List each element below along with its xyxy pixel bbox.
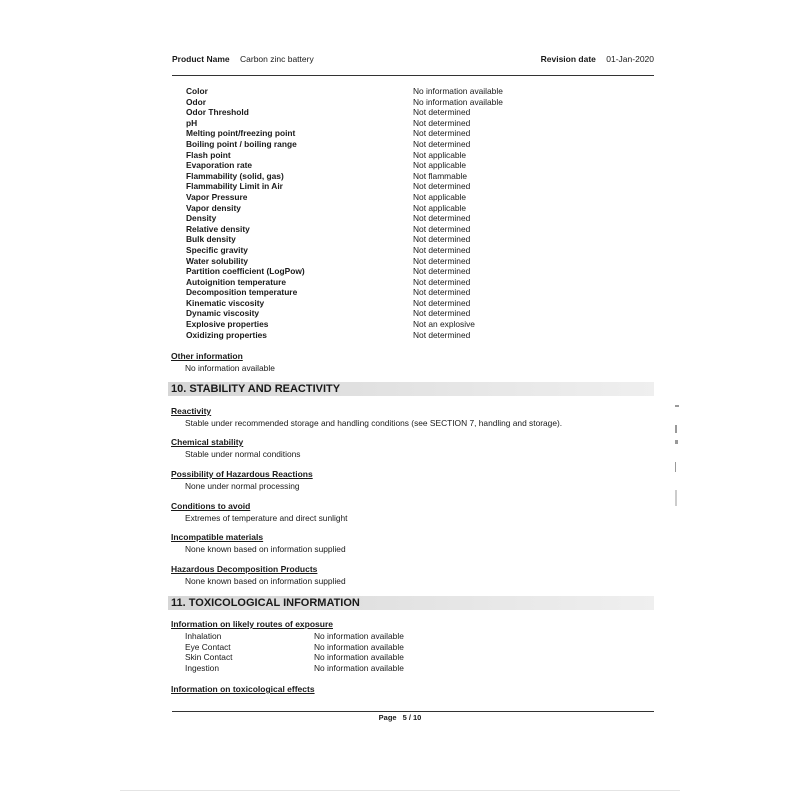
route-value: No information available <box>314 631 404 641</box>
property-row <box>186 234 566 245</box>
property-value: Not applicable <box>413 202 467 213</box>
chemical-stability-heading: Chemical stability <box>171 437 244 447</box>
revision-date <box>541 54 654 64</box>
property-name: Odor <box>186 96 207 107</box>
page-number: 5 / 10 <box>402 713 422 722</box>
decomposition-products-text: None known based on information supplied <box>185 576 346 586</box>
property-name: Specific gravity <box>186 244 248 255</box>
routes-of-exposure-heading: Information on likely routes of exposure <box>171 619 333 629</box>
route-value: No information available <box>314 652 404 663</box>
property-value: Not determined <box>413 276 471 287</box>
property-row <box>186 213 566 224</box>
property-name: Bulk density <box>186 234 236 245</box>
property-name: Boiling point / boiling range <box>186 138 297 149</box>
property-row <box>186 330 566 341</box>
property-name: Flash point <box>186 149 231 160</box>
property-value: Not determined <box>413 213 471 224</box>
property-name: Flammability Limit in Air <box>186 181 283 192</box>
route-row <box>185 631 485 642</box>
property-value: Not determined <box>413 234 471 245</box>
route-value: No information available <box>314 662 404 673</box>
property-row <box>186 245 566 256</box>
property-row <box>186 118 566 129</box>
incompatible-materials-heading: Incompatible materials <box>171 532 264 542</box>
page-footer <box>0 713 800 722</box>
incompatible-materials-text: None known based on information supplied <box>185 544 346 554</box>
property-row <box>186 266 566 277</box>
property-value: Not determined <box>413 329 471 340</box>
hazardous-reactions-text: None under normal processing <box>185 481 300 491</box>
property-name: Dynamic viscosity <box>186 308 260 319</box>
property-name: Partition coefficient (LogPow) <box>186 266 305 277</box>
property-value: Not determined <box>413 255 471 266</box>
property-name: Density <box>186 213 217 224</box>
product-name-label: Product Name <box>172 54 230 64</box>
toxicological-effects-heading: Information on toxicological effects <box>171 684 315 694</box>
property-name: Odor Threshold <box>186 107 249 118</box>
property-value: Not flammable <box>413 170 467 181</box>
property-row <box>186 171 566 182</box>
property-name: Autoignition temperature <box>186 276 287 287</box>
physical-properties-list <box>186 86 566 340</box>
route-name: Ingestion <box>185 662 219 673</box>
chemical-stability-text: Stable under normal conditions <box>185 449 301 459</box>
route-name: Eye Contact <box>185 641 231 652</box>
scan-edge-line <box>120 790 680 791</box>
property-name: Flammability (solid, gas) <box>186 170 284 181</box>
scan-artifact <box>675 405 679 407</box>
property-row <box>186 128 566 139</box>
property-name: Explosive properties <box>186 319 269 330</box>
reactivity-heading: Reactivity <box>171 406 212 416</box>
property-value: Not determined <box>413 181 471 192</box>
property-value: Not determined <box>413 266 471 277</box>
routes-of-exposure-list <box>185 631 485 673</box>
property-row <box>186 256 566 267</box>
property-row <box>186 319 566 330</box>
header-divider <box>172 75 654 76</box>
scan-artifact <box>675 425 677 433</box>
conditions-to-avoid-heading: Conditions to avoid <box>171 501 251 511</box>
property-row <box>186 150 566 161</box>
property-row <box>186 139 566 150</box>
page-label: Page <box>378 713 397 722</box>
property-name: Decomposition temperature <box>186 287 298 298</box>
property-name: Evaporation rate <box>186 160 253 171</box>
property-row <box>186 192 566 203</box>
route-name: Inhalation <box>185 631 222 641</box>
route-name: Skin Contact <box>185 652 233 663</box>
section-10-title: 10. STABILITY AND REACTIVITY <box>168 382 654 396</box>
revision-date-value: 01-Jan-2020 <box>606 54 654 64</box>
reactivity-text: Stable under recommended storage and handling conditions (see SECTION 7, handling and storage). <box>185 418 563 428</box>
product-name-value: Carbon zinc battery <box>240 54 314 64</box>
revision-date-label: Revision date <box>540 54 596 64</box>
property-row <box>186 107 566 118</box>
property-value: Not determined <box>413 244 471 255</box>
scan-artifact <box>675 462 676 472</box>
property-row <box>186 86 566 97</box>
property-name: Melting point/freezing point <box>186 128 296 139</box>
property-value: Not applicable <box>413 160 467 171</box>
property-value: Not determined <box>413 297 471 308</box>
property-value: No information available <box>413 86 503 96</box>
decomposition-products-heading: Hazardous Decomposition Products <box>171 564 318 574</box>
property-row <box>186 287 566 298</box>
route-row <box>185 652 485 663</box>
conditions-to-avoid-text: Extremes of temperature and direct sunlight <box>185 513 348 523</box>
property-value: No information available <box>413 96 503 107</box>
route-row <box>185 663 485 674</box>
route-row <box>185 642 485 653</box>
property-name: Color <box>186 86 208 96</box>
property-value: Not determined <box>413 138 471 149</box>
property-value: Not an explosive <box>413 319 475 330</box>
section-11-title: 11. TOXICOLOGICAL INFORMATION <box>168 596 654 610</box>
route-value: No information available <box>314 641 404 652</box>
property-name: Vapor density <box>186 202 241 213</box>
property-row <box>186 97 566 108</box>
property-value: Not determined <box>413 223 471 234</box>
property-row <box>186 308 566 319</box>
property-value: Not determined <box>413 107 471 118</box>
property-row <box>186 298 566 309</box>
property-value: Not determined <box>413 117 471 128</box>
property-value: Not determined <box>413 128 471 139</box>
scan-artifact <box>675 490 677 506</box>
property-row <box>186 160 566 171</box>
property-name: Kinematic viscosity <box>186 297 265 308</box>
property-row <box>186 277 566 288</box>
property-name: Oxidizing properties <box>186 329 267 340</box>
property-name: Water solubility <box>186 255 249 266</box>
property-value: Not applicable <box>413 191 467 202</box>
property-value: Not applicable <box>413 149 467 160</box>
footer-divider <box>172 711 654 712</box>
property-value: Not determined <box>413 308 471 319</box>
page-header <box>172 54 654 68</box>
product-name <box>172 54 314 64</box>
property-row <box>186 181 566 192</box>
other-information-heading: Other information <box>171 351 243 361</box>
property-name: Vapor Pressure <box>186 191 248 202</box>
hazardous-reactions-heading: Possibility of Hazardous Reactions <box>171 469 313 479</box>
property-row <box>186 224 566 235</box>
scan-artifact <box>675 440 678 444</box>
property-row <box>186 203 566 214</box>
other-information-text: No information available <box>185 363 275 373</box>
property-name: Relative density <box>186 223 250 234</box>
property-value: Not determined <box>413 287 471 298</box>
property-name: pH <box>186 117 198 128</box>
